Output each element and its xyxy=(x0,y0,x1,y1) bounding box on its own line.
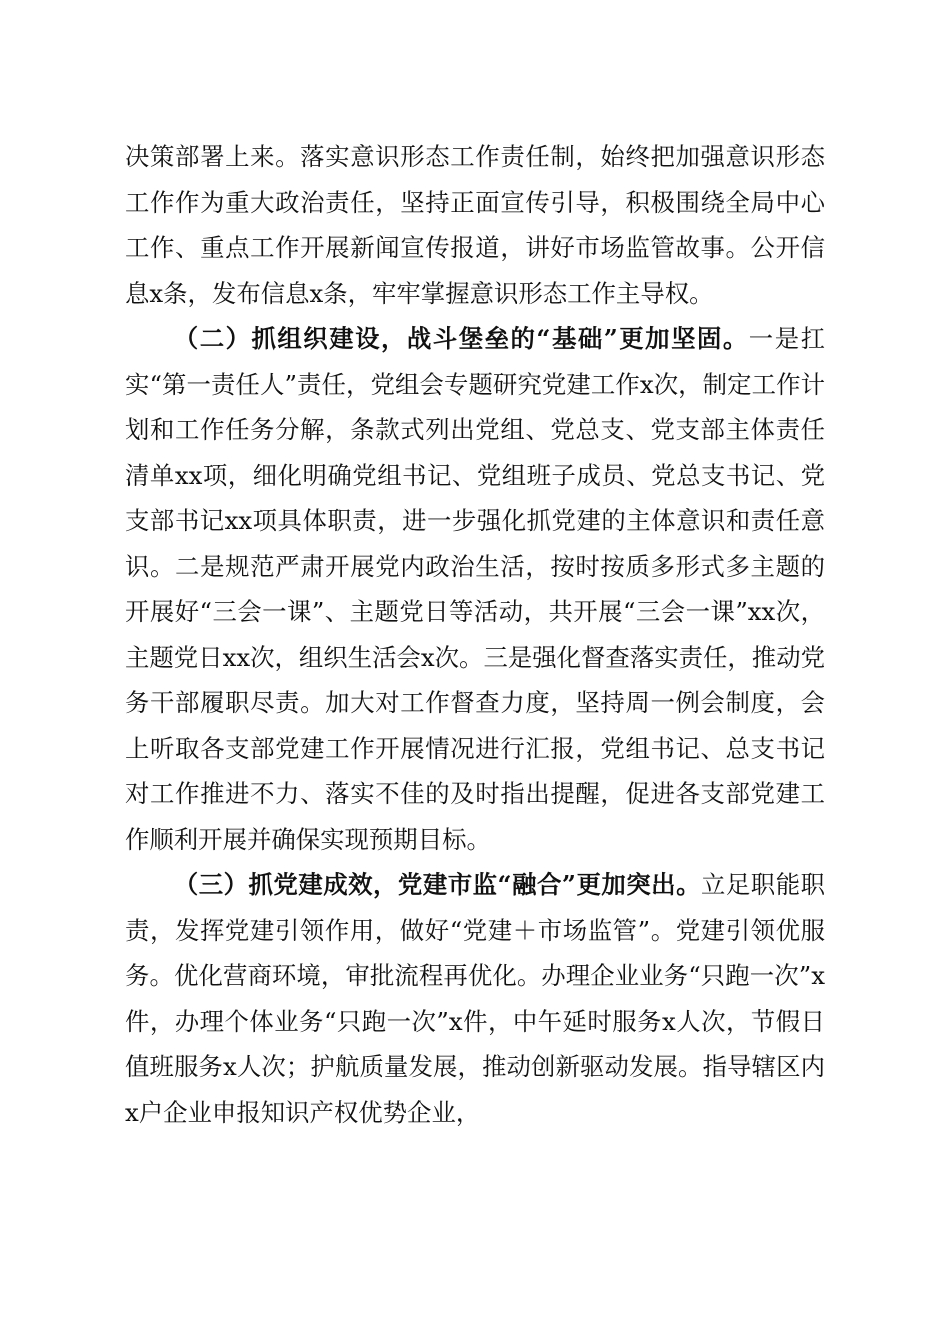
paragraph-organization-building xyxy=(125,316,825,862)
paragraph-party-building-results xyxy=(125,862,825,1135)
section-heading-organization: （二）抓组织建设，战斗堡垒的“基础”更加坚固。 xyxy=(173,324,749,353)
paragraph-ideology-continuation xyxy=(125,134,825,316)
paragraph-text: 立足职能职责，发挥党建引领作用，做好“党建＋市场监管”。党建引领优服务。优化营商环境，审批流程再优化。办理企业业务“只跑一次”x件，办理个体业务“只跑一次”x件，中午延时服务x人次，节假日值班服务x人次；护航质量发展，推动创新驱动发展。指导辖区内x户企业申报知识产权优势企业， xyxy=(125,870,825,1127)
section-heading-results: （三）抓党建成效，党建市监“融合”更加突出。 xyxy=(173,870,701,899)
document-page xyxy=(125,134,825,1135)
paragraph-text: 决策部署上来。落实意识形态工作责任制，始终把加强意识形态工作作为重大政治责任，坚持正面宣传引导，积极围绕全局中心工作、重点工作开展新闻宣传报道，讲好市场监管故事。公开信息x条，发布信息x条，牢牢掌握意识形态工作主导权。 xyxy=(125,142,825,308)
paragraph-text: 一是扛实“第一责任人”责任，党组会专题研究党建工作x次，制定工作计划和工作任务分解，条款式列出党组、党总支、党支部主体责任清单xx项，细化明确党组书记、党组班子成员、党总支书记、党支部书记xx项具体职责，进一步强化抓党建的主体意识和责任意识。二是规范严肃开展党内政治生活，按时按质多形式多主题的开展好“三会一课”、主题党日等活动，共开展“三会一课”xx次，主题党日xx次，组织生活会x次。三是强化督查落实责任，推动党务干部履职尽责。加大对工作督查力度，坚持周一例会制度，会上听取各支部党建工作开展情况进行汇报，党组书记、总支书记对工作推进不力、落实不佳的及时指出提醒，促进各支部党建工作顺利开展并确保实现预期目标。 xyxy=(125,324,825,854)
